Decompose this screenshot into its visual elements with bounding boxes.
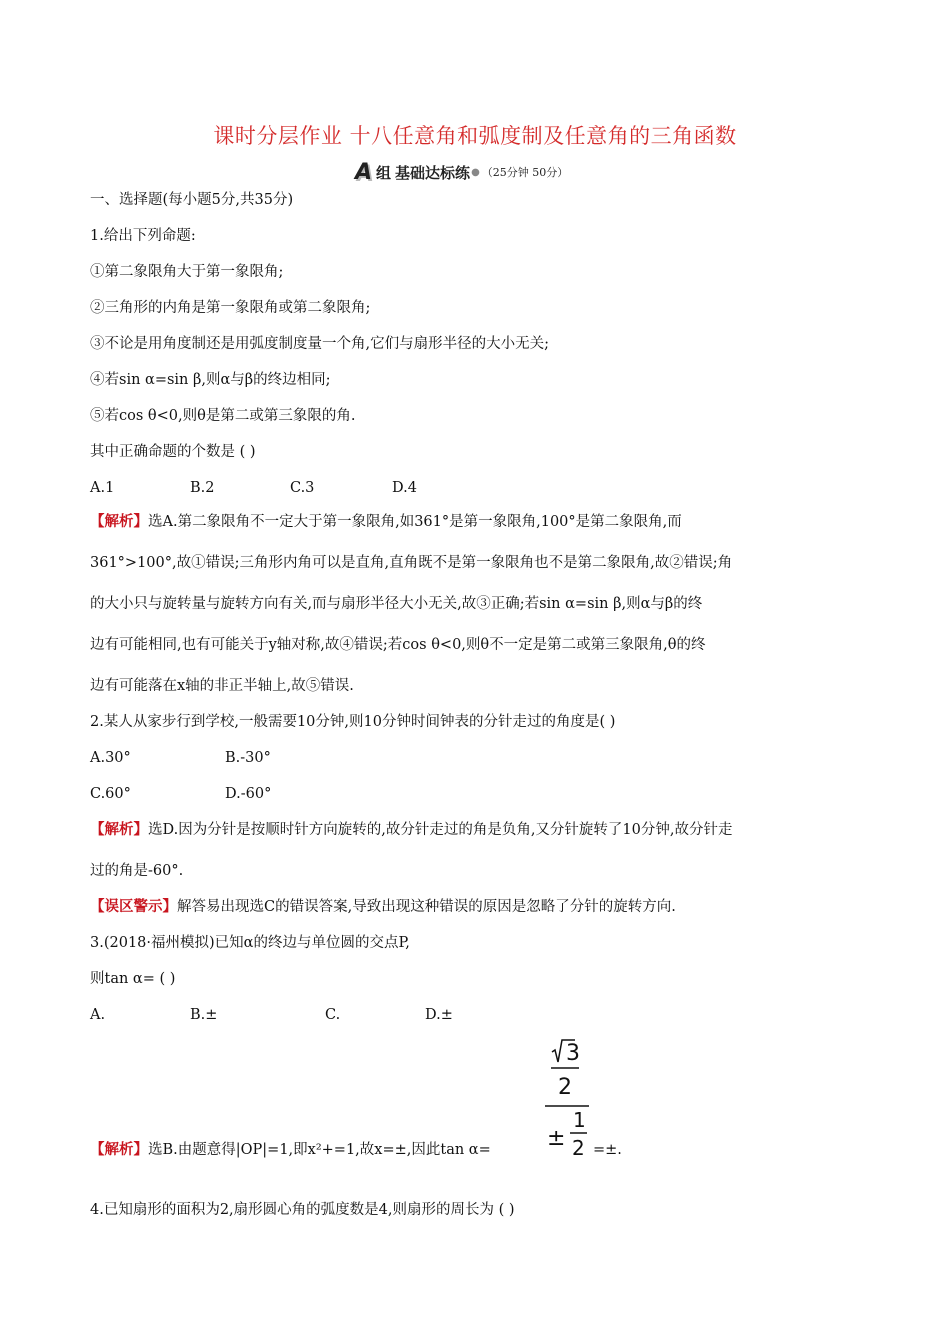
q1-item: ①第二象限角大于第一象限角; (90, 264, 284, 280)
q1-option-d: D.4 (392, 480, 417, 496)
group-label: 基础达标练 (395, 163, 471, 182)
q3-analysis-tail: =±. (593, 1142, 622, 1158)
q1-analysis-line: 边有可能落在x轴的非正半轴上,故⑤错误. (90, 678, 354, 694)
frac-den-den: 2 (572, 1136, 585, 1157)
q1-option-a: A.1 (90, 480, 115, 496)
q2-option-c: C.60° (90, 786, 131, 802)
q1-item: ⑤若cos θ<0,则θ是第二或第三象限的角. (90, 408, 356, 424)
q3-option-d: D.± (425, 1007, 453, 1023)
frac-den-sign: ± (547, 1126, 566, 1151)
frac-num-root: 3 (566, 1041, 580, 1066)
frac-num-den: 2 (558, 1075, 572, 1100)
group-banner (355, 160, 568, 184)
dots-icon: ● (471, 166, 480, 178)
q3-stem: 3.(2018·福州模拟)已知α的终边与单位圆的交点P, (90, 935, 410, 951)
q2-option-d: D.-60° (225, 786, 272, 802)
q2-analysis-line (90, 820, 733, 840)
analysis-text: 选B.由题意得|OP|=1,即x²+=1,故x=±,因此tan α= (148, 1142, 491, 1158)
q1-analysis-line: 361°>100°,故①错误;三角形内角可以是直角,直角既不是第一象限角也不是第二象限角,故②错误;角 (90, 555, 733, 571)
q2-analysis-line: 过的角是-60°. (90, 863, 184, 879)
frac-den-num: 1 (573, 1108, 586, 1132)
q2-option-b: B.-30° (225, 750, 271, 766)
q3-analysis-line (90, 1140, 491, 1160)
group-name: 组 (376, 163, 392, 182)
fraction-svg (543, 1037, 593, 1157)
analysis-text: 选D.因为分针是按顺时针方向旋转的,故分针走过的角是负角,又分针旋转了10分钟,故分针走 (148, 822, 733, 838)
analysis-tag: 【解析】 (90, 821, 148, 838)
q1-item: ④若sin α=sin β,则α与β的终边相同; (90, 372, 331, 388)
q2-stem: 2.某人从家步行到学校,一般需要10分钟,则10分钟时间钟表的分针走过的角度是( ) (90, 714, 616, 730)
group-meta: （25分钟 50分） (481, 166, 569, 179)
q4-stem: 4.已知扇形的面积为2,扇形圆心角的弧度数是4,则扇形的周长为 ( ) (90, 1202, 515, 1218)
q1-stem: 1.给出下列命题: (90, 228, 196, 244)
q2-warning-line (90, 897, 676, 917)
group-badge (355, 160, 480, 185)
q3-option-b: B.± (190, 1007, 218, 1023)
q1-analysis-line: 的大小只与旋转量与旋转方向有关,而与扇形半径大小无关,故③正确;若sin α=sin β,则α与β的终 (90, 596, 703, 612)
q3-stem-2: 则tan α= ( ) (90, 971, 176, 987)
q3-option-c: C. (325, 1007, 341, 1023)
q3-option-a: A. (90, 1007, 106, 1023)
q1-analysis-line (90, 512, 682, 532)
group-letter: A (355, 159, 373, 185)
q1-item: ③不论是用角度制还是用弧度制度量一个角,它们与扇形半径的大小无关; (90, 336, 549, 352)
analysis-tag: 【解析】 (90, 1141, 148, 1158)
q1-ask: 其中正确命题的个数是 ( ) (90, 444, 256, 460)
q1-item: ②三角形的内角是第一象限角或第二象限角; (90, 300, 371, 316)
q1-analysis-line: 边有可能相同,也有可能关于y轴对称,故④错误;若cos θ<0,则θ不一定是第二或第三象限角,θ的终 (90, 637, 706, 653)
analysis-text: 选A.第二象限角不一定大于第一象限角,如361°是第一象限角,100°是第二象限角,而 (148, 514, 682, 530)
q2-option-a: A.30° (90, 750, 131, 766)
fraction-expression (543, 1037, 593, 1161)
q1-option-b: B.2 (190, 480, 215, 496)
analysis-tag: 【解析】 (90, 513, 148, 530)
warning-tag: 【误区警示】 (90, 898, 177, 915)
warning-text: 解答易出现选C的错误答案,导致出现这种错误的原因是忽略了分针的旋转方向. (177, 899, 676, 915)
q1-option-c: C.3 (290, 480, 315, 496)
page-title: 课时分层作业 十八任意角和弧度制及任意角的三角函数 (213, 124, 737, 148)
section-heading: 一、选择题(每小题5分,共35分) (90, 192, 294, 208)
